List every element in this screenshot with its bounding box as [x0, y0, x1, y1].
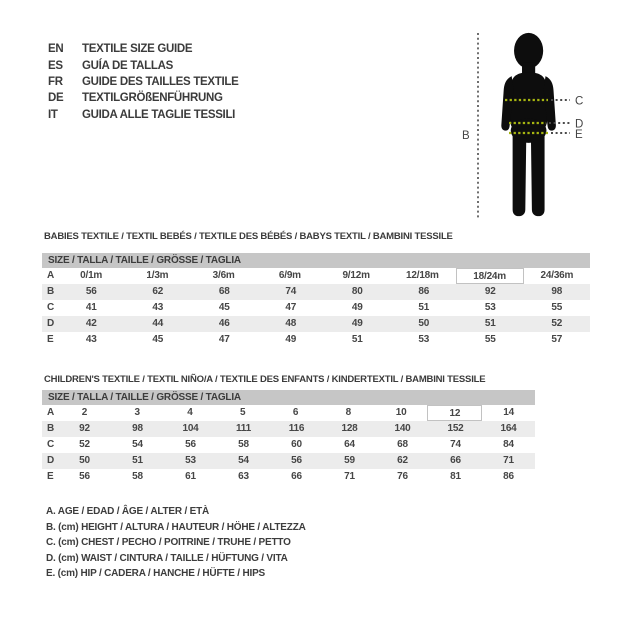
row-label: E [47, 334, 54, 345]
language-code: DE [48, 92, 64, 105]
children-table-rows [42, 405, 535, 485]
size-cell: 98 [132, 423, 143, 434]
size-cell: 55 [484, 334, 496, 345]
height-label: B [462, 130, 470, 142]
row-label: C [47, 439, 55, 450]
size-cell: 116 [288, 423, 305, 434]
size-cell: 52 [79, 439, 90, 450]
legend-line-waist: D. (cm) WAIST / CINTURA / TAILLE / HÜFTUNG / VITA [46, 552, 288, 564]
language-code: IT [48, 108, 58, 121]
size-cell: 58 [238, 439, 249, 450]
size-cell: 128 [341, 423, 358, 434]
size-cell: 3 [134, 407, 140, 418]
size-cell: 50 [418, 318, 430, 329]
size-cell: 48 [285, 318, 297, 329]
language-title: GUIDA ALLE TAGLIE TESSILI [82, 108, 236, 121]
size-cell: 51 [418, 302, 430, 313]
babies-size-header: SIZE / TALLA / TAILLE / GRÖSSE / TAGLIA [42, 253, 590, 268]
size-cell: 61 [185, 471, 196, 482]
size-cell: 10 [395, 407, 407, 418]
size-cell: 64 [344, 439, 355, 450]
size-cell: 60 [291, 439, 302, 450]
size-cell: 56 [291, 455, 302, 466]
row-label: D [47, 318, 55, 329]
size-cell: 51 [484, 318, 496, 329]
size-table-row [42, 437, 535, 453]
size-cell: 43 [85, 334, 97, 345]
language-title: GUIDE DES TAILLES TEXTILE [82, 75, 239, 88]
size-table-row [42, 469, 535, 485]
size-cell: 51 [132, 455, 143, 466]
size-cell: 49 [285, 334, 297, 345]
language-title: TEXTILGRÖßENFÜHRUNG [82, 92, 223, 105]
size-table-row [42, 268, 590, 284]
size-cell: 4 [187, 407, 193, 418]
size-cell: 53 [185, 455, 196, 466]
size-cell: 68 [218, 286, 230, 297]
row-label: A [47, 270, 55, 281]
size-cell: 46 [218, 318, 230, 329]
size-cell: 80 [351, 286, 363, 297]
size-cell: 86 [418, 286, 430, 297]
language-code: ES [48, 59, 63, 72]
size-cell: 54 [132, 439, 143, 450]
chest-label: C [575, 95, 584, 108]
size-cell: 8 [345, 407, 351, 418]
size-cell: 81 [450, 471, 461, 482]
size-cell: 66 [291, 471, 302, 482]
language-title: TEXTILE SIZE GUIDE [82, 43, 193, 56]
children-size-header: SIZE / TALLA / TAILLE / GRÖSSE / TAGLIA [42, 390, 535, 405]
row-label: B [47, 286, 55, 297]
size-cell: 56 [79, 471, 90, 482]
size-cell: 9/12m [342, 270, 370, 281]
language-title: GUÍA DE TALLAS [82, 59, 173, 72]
child-silhouette-diagram [455, 25, 605, 225]
measurement-figure [455, 25, 605, 225]
size-cell: 1/3m [146, 270, 169, 281]
size-cell: 59 [344, 455, 355, 466]
size-cell: 0/1m [80, 270, 103, 281]
legend-line-chest: C. (cm) CHEST / PECHO / POITRINE / TRUHE / PETTO [46, 537, 291, 549]
size-cell: 56 [85, 286, 97, 297]
size-cell: 6/9m [278, 270, 301, 281]
size-cell: 53 [418, 334, 430, 345]
size-cell: 5 [240, 407, 246, 418]
size-cell: 45 [152, 334, 164, 345]
size-cell: 53 [484, 302, 496, 313]
row-label: D [47, 455, 55, 466]
children-size-table [42, 390, 535, 485]
size-cell: 56 [185, 439, 196, 450]
size-cell: 47 [218, 334, 230, 345]
size-cell: 68 [397, 439, 408, 450]
children-table-title: CHILDREN'S TEXTILE / TEXTIL NIÑO/A / TEXTILE DES ENFANTS / KINDERTEXTIL / BAMBINI TESSILE [44, 374, 486, 385]
size-cell: 42 [85, 318, 97, 329]
size-cell: 43 [152, 302, 164, 313]
language-code: EN [48, 43, 64, 56]
size-cell: 49 [351, 302, 363, 313]
language-row-es [48, 57, 239, 73]
size-cell: 62 [152, 286, 164, 297]
size-cell: 47 [285, 302, 297, 313]
child-silhouette [501, 33, 556, 216]
size-table-row [42, 284, 590, 300]
legend-line-hip: E. (cm) HIP / CADERA / HANCHE / HÜFTE / HIPS [46, 568, 266, 580]
measurement-legend [46, 504, 306, 582]
babies-table-title: BABIES TEXTILE / TEXTIL BEBÉS / TEXTILE DES BÉBÉS / BABYS TEXTIL / BAMBINI TESSILE [44, 231, 453, 242]
language-code: FR [48, 75, 63, 88]
size-cell: 55 [551, 302, 563, 313]
size-table-row [42, 300, 590, 316]
size-cell: 111 [236, 423, 251, 434]
size-cell: 45 [218, 302, 230, 313]
legend-line-height: B. (cm) HEIGHT / ALTURA / HAUTEUR / HÖHE / ALTEZZA [46, 521, 306, 533]
size-table-row [42, 316, 590, 332]
size-table-row [42, 421, 535, 437]
size-cell: 2 [81, 407, 88, 418]
babies-size-table [42, 253, 590, 348]
language-row-it [48, 107, 239, 123]
language-row-fr [48, 74, 239, 90]
size-cell: 58 [132, 471, 143, 482]
size-table-row [42, 332, 590, 348]
size-cell: 24/36m [540, 270, 574, 281]
row-label: A [47, 407, 55, 418]
size-cell: 92 [484, 286, 496, 297]
size-cell: 86 [503, 471, 514, 482]
legend-line-age: A. AGE / EDAD / ÂGE / ALTER / ETÀ [46, 506, 210, 517]
size-cell: 50 [79, 455, 90, 466]
waist-label: D [575, 118, 584, 131]
row-label: B [47, 423, 55, 434]
size-cell: 51 [351, 334, 363, 345]
language-list [48, 41, 239, 123]
language-row-en [48, 41, 239, 57]
size-cell: 92 [79, 423, 90, 434]
size-table-row [42, 453, 535, 469]
size-cell: 152 [447, 423, 464, 434]
size-cell: 57 [551, 334, 563, 345]
hip-label: E [575, 129, 583, 141]
row-label: C [47, 302, 55, 313]
size-cell: 49 [351, 318, 363, 329]
size-cell: 76 [397, 471, 408, 482]
size-cell: 74 [450, 439, 461, 450]
size-cell: 44 [152, 318, 164, 329]
size-cell: 71 [503, 455, 514, 466]
size-cell-highlighted: 18/24m [456, 268, 524, 284]
size-cell: 104 [182, 423, 199, 434]
size-cell: 14 [503, 407, 514, 418]
language-row-de [48, 90, 239, 106]
size-cell: 6 [292, 407, 299, 418]
size-cell: 3/6m [212, 270, 235, 281]
size-cell-highlighted: 12 [427, 405, 482, 421]
size-cell: 71 [344, 471, 355, 482]
size-cell: 74 [285, 286, 297, 297]
size-cell: 98 [551, 286, 563, 297]
size-cell: 54 [238, 455, 249, 466]
size-cell: 140 [394, 423, 411, 434]
size-cell: 41 [85, 302, 97, 313]
size-cell: 66 [450, 455, 461, 466]
row-label: E [47, 471, 54, 482]
size-table-row [42, 405, 535, 421]
size-cell: 12/18m [406, 270, 439, 281]
size-cell: 84 [503, 439, 514, 450]
size-cell: 52 [551, 318, 563, 329]
size-cell: 63 [238, 471, 249, 482]
size-cell: 164 [500, 423, 517, 434]
babies-table-rows [42, 268, 590, 348]
size-cell: 62 [397, 455, 408, 466]
